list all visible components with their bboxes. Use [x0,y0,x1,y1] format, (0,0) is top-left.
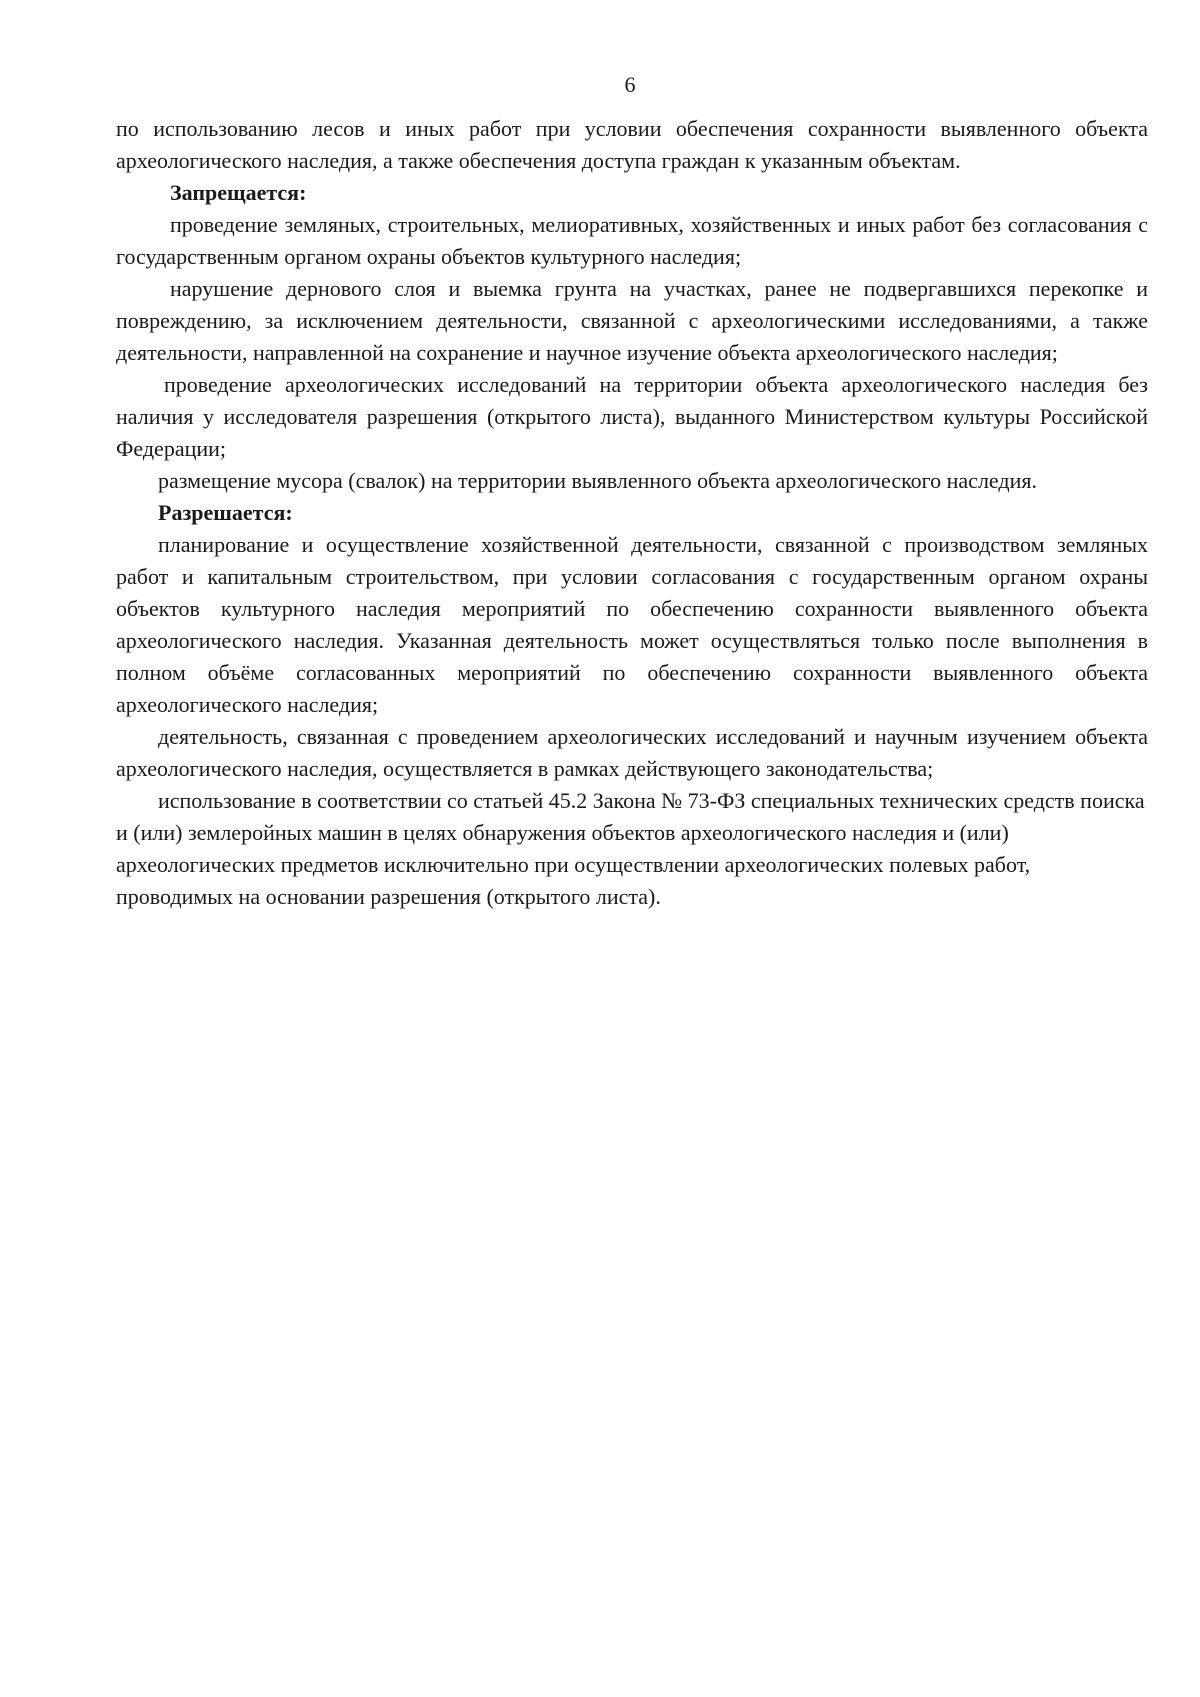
prohibited-item-earthworks: проведение земляных, строительных, мелиоративных, хозяйственных и иных работ без согласования с государственным органом охраны объектов культурного наследия; [116,212,1148,269]
allowed-item-technical-means: использование в соответствии со статьей 45.2 Закона № 73-ФЗ специальных технических средств поиска и (или) землеройных машин в целях обнаружения объектов археологического наследия и (или) археологических предметов исключительно при осуществлении археологических полевых работ, проводимых на основании разрешения (открытого листа). [116,788,1145,909]
prohibited-item-soil-disturbance: нарушение дернового слоя и выемка грунта на участках, ранее не подвергавшихся перекопке и повреждению, за исключением деятельности, связанной с археологическими исследованиями, а также деятельности, направленной на сохранение и научное изучение объекта археологического наследия; [116,276,1148,365]
prohibited-item-waste: размещение мусора (свалок) на территории выявленного объекта археологического наследия. [158,468,1037,493]
allowed-heading: Разрешается: [158,500,293,525]
paragraph-continuation: по использованию лесов и иных работ при условии обеспечения сохранности выявленного объекта археологического наследия, а также обеспечения доступа граждан к указанным объектам. [116,116,1148,173]
allowed-item-economic-activity: планирование и осуществление хозяйственной деятельности, связанной с производством земляных работ и капитальным строительством, при условии согласования с государственным органом охраны объектов культурного наследия мероприятий по обеспечению сохранности выявленного объекта археологического наследия. Указанная деятельность может осуществляться только после выполнения в полном объёме согласованных мероприятий по обеспечению сохранности выявленного объекта археологического наследия; [116,532,1148,717]
document-body [116,113,1148,913]
allowed-item-research: деятельность, связанная с проведением археологических исследований и научным изучением объекта археологического наследия, осуществляется в рамках действующего законодательства; [116,724,1148,781]
page-number: 6 [624,72,636,97]
prohibited-heading: Запрещается: [170,180,307,205]
prohibited-item-research-without-permit: проведение археологических исследований на территории объекта археологического наследия без наличия у исследователя разрешения (открытого листа), выданного Министерством культуры Российской Федерации; [116,372,1148,461]
